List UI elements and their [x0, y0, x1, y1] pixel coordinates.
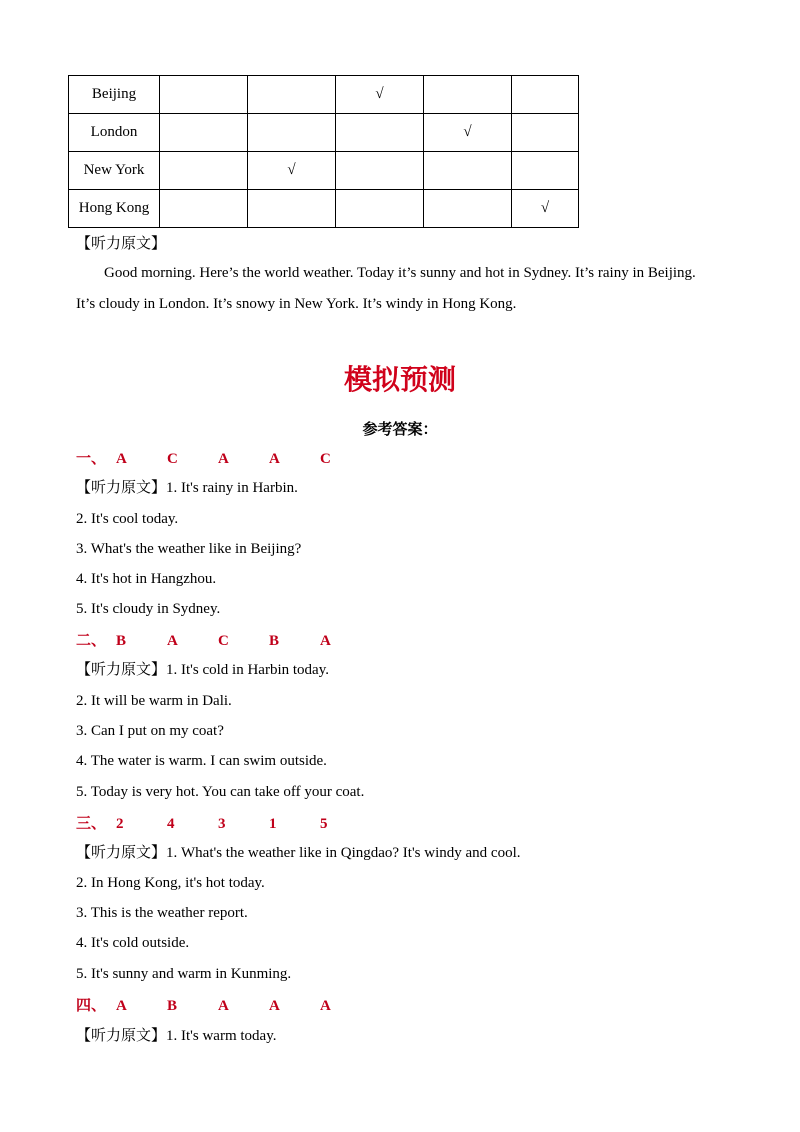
transcript-line: 5. Today is very hot. You can take off your coat. [76, 784, 365, 800]
transcript-line: 3. Can I put on my coat? [76, 723, 224, 739]
transcript-line: 2. In Hong Kong, it's hot today. [76, 875, 265, 891]
answer: A [167, 633, 178, 649]
transcript-text: 1. It's rainy in Harbin. [166, 480, 298, 496]
check-cell [248, 76, 336, 114]
answer: A [320, 998, 331, 1014]
transcript-line [76, 478, 298, 498]
check-cell [248, 190, 336, 228]
transcript-text: 1. What's the weather like in Qingdao? It's windy and cool. [166, 845, 521, 861]
answer: B [167, 998, 178, 1014]
check-cell [248, 114, 336, 152]
transcript-line: 2. It's cool today. [76, 511, 179, 527]
check-cell [336, 190, 424, 228]
answer: A [269, 451, 280, 467]
answer-row-2 [76, 630, 371, 651]
answer: A [116, 451, 127, 467]
transcript-line: 4. It's cold outside. [76, 935, 190, 951]
transcript-line: 4. The water is warm. I can swim outside. [76, 753, 327, 769]
answer: B [116, 633, 127, 649]
transcript-heading: 【听力原文】 [76, 236, 167, 252]
transcript-line: 5. It's cloudy in Sydney. [76, 601, 221, 617]
check-cell [424, 152, 512, 190]
answer-row-3 [76, 813, 371, 834]
answer: A [269, 998, 280, 1014]
answer: C [320, 451, 331, 467]
check-cell: √ [424, 114, 512, 152]
transcript-label: 【听力原文】 [76, 662, 167, 678]
check-cell [336, 114, 424, 152]
check-cell: √ [512, 190, 579, 228]
part-number: 四、 [76, 996, 107, 1014]
transcript-text: 1. It's warm today. [166, 1028, 277, 1044]
answer: 4 [167, 816, 175, 832]
check-cell [160, 152, 248, 190]
check-cell: √ [248, 152, 336, 190]
table-row [69, 76, 579, 114]
answer: A [116, 998, 127, 1014]
transcript-line: 4. It's hot in Hangzhou. [76, 571, 217, 587]
check-cell [424, 76, 512, 114]
transcript-line [76, 660, 329, 680]
check-cell [424, 190, 512, 228]
answer: A [218, 998, 229, 1014]
transcript-line [76, 1026, 276, 1046]
check-cell: √ [336, 76, 424, 114]
table-row [69, 190, 579, 228]
answer: C [167, 451, 178, 467]
answer: C [218, 633, 229, 649]
answer-row-1 [76, 448, 371, 469]
city-cell: New York [69, 152, 160, 190]
part-number: 一、 [76, 449, 107, 467]
answer: 1 [269, 816, 277, 832]
transcript-line: 5. It's sunny and warm in Kunming. [76, 966, 292, 982]
answers-heading: 参考答案： [362, 420, 438, 438]
table-row [69, 152, 579, 190]
check-cell [160, 76, 248, 114]
transcript-line [76, 843, 521, 863]
city-cell: Beijing [69, 76, 160, 114]
weather-table [68, 75, 579, 228]
answer: 2 [116, 816, 124, 832]
check-cell [512, 152, 579, 190]
transcript-text: 1. It's cold in Harbin today. [166, 662, 329, 678]
transcript-label: 【听力原文】 [76, 845, 167, 861]
transcript-line: 3. This is the weather report. [76, 905, 248, 921]
check-cell [512, 114, 579, 152]
answer: 5 [320, 816, 328, 832]
section-title: 模拟预测 [343, 363, 456, 396]
transcript-paragraph: Good morning. Here’s the world weather. Today it’s sunny and hot in Sydney. It’s rainy in Beijing. It’s cloudy in London. It’s snowy in New York. It’s windy in Hong Kong. [76, 265, 696, 312]
transcript-label: 【听力原文】 [76, 480, 167, 496]
answer: A [320, 633, 331, 649]
transcript-line: 3. What's the weather like in Beijing? [76, 541, 302, 557]
answer: B [269, 633, 280, 649]
answer: A [218, 451, 229, 467]
check-cell [512, 76, 579, 114]
answer: 3 [218, 816, 226, 832]
table-row [69, 114, 579, 152]
city-cell: Hong Kong [69, 190, 160, 228]
check-cell [160, 190, 248, 228]
transcript-line: 2. It will be warm in Dali. [76, 693, 232, 709]
check-cell [336, 152, 424, 190]
transcript-label: 【听力原文】 [76, 1028, 167, 1044]
part-number: 二、 [76, 631, 107, 649]
check-cell [160, 114, 248, 152]
answer-row-4 [76, 995, 371, 1016]
part-number: 三、 [76, 814, 107, 832]
city-cell: London [69, 114, 160, 152]
